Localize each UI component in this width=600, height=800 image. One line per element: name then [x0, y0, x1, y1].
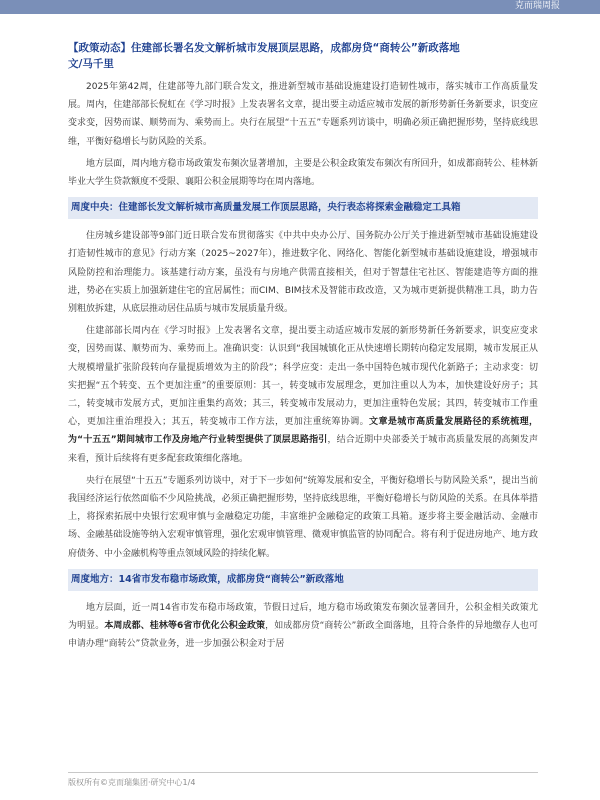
- intro-paragraph-2: 地方层面，周内地方稳市场政策发布频次显著增加，主要是公积金政策发布频次有所回升，如成都商转公、桂林新毕业大学生贷款额度不受限、襄阳公积金展期等均在周内落地。: [68, 158, 538, 188]
- intro-paragraph-1: 2025年第42周，住建部等九部门联合发文，推进新型城市基础设施建设打造韧性城市，落实城市工作高质量发展。周内，住建部部长倪虹在《学习时报》上发表署名文章，提出要主动适应城市发展的新形势新任务新要求，识变应变求变，因势而谋、顺势而为、乘势而上。央行在展望“十五五”专题系列访谈中，明确必须正确把握形势，坚持底线思维，平衡好稳增长与防风险的关系。: [68, 82, 538, 147]
- central-paragraph-2-tail: ，结合近期中央部委关于城市高质量发展的高频发声来看，预计后续将有更多配套政策细化落地。: [68, 435, 538, 464]
- article-title: 【政策动态】住建部长署名发文解析城市发展顶层思路，成都房贷“商转公”新政落地: [68, 42, 460, 54]
- section-heading-central: 周度中央：住建部长发文解析城市高质量发展工作顶层思路，央行表态将探索金融稳定工具箱: [68, 197, 538, 219]
- footer-divider: [68, 772, 538, 773]
- section-heading-local: 周度地方：14省市发布稳市场政策，成都房贷“商转公”新政落地: [68, 569, 538, 591]
- local-paragraph-1-text: 地方层面，近一周14省市发布稳市场政策，节假日过后，地方稳市场政策发布频次显著回升，公积金相关政策尤为明显。: [68, 602, 538, 632]
- local-paragraph-1-tail: ，如成都房贷“商转公”新政全面落地，且符合条件的异地缴存人也可申请办理“商转公”贷款业务，进一步加强公积金对于居: [68, 621, 539, 650]
- article-body: [68, 40, 538, 657]
- header-brand: 克而瑞周报: [514, 1, 560, 11]
- central-paragraph-2-highlight: 文章是城市高质量发展路径的系统梳理，为“十五五”期间城市工作及房地产行业转型提供了顶层思路指引: [68, 417, 538, 446]
- header-bar: [0, 0, 600, 14]
- footer-copyright: 版权所有©克而瑞集团·研究中心1/4: [68, 778, 196, 787]
- local-paragraph-1-highlight: 本周成都、桂林等6省市优化公积金政策: [104, 621, 266, 632]
- central-paragraph-2-text: 住建部部长周内在《学习时报》上发表署名文章，提出要主动适应城市发展的新形势新任务新要求，识变应变求变，因势而谋、顺势而为、乘势而上。准确识变：认识到“我国城镇化正从快速增长期转向稳定发展期，城市发展正从大规模增量扩张阶段转向存量提质增效为主的阶段”；科学应变：走出一条中国特色城市现代化新路子；主动求变：切实把握“五个转变、五个更加注重”的重要原则：其一，转变城市发展理念，更加注重以人为本，加快建设好房子；其二，转变城市发展方式，更加注重集约高效；其三，转变城市发展动力，更加注重特色发展；其四，转变城市工作重心，更加注重治理投入；其五，转变城市工作方法，更加注重统筹协调。: [68, 326, 538, 428]
- article-author: 文/马千里: [68, 58, 114, 70]
- central-paragraph-3: 央行在展望“十五五”专题系列访谈中，对于下一步如何“统筹发展和安全，平衡好稳增长与防风险关系”，提出当前我国经济运行依然面临不少风险挑战，必须正确把握形势，坚持底线思维，平衡好稳增长与防风险的关系。在具体举措上，将探索拓展中央银行宏观审慎与金融稳定功能，丰富维护金融稳定的政策工具箱。逐步将主要金融活动、金融市场、金融基础设施等纳入宏观审慎管理，强化宏观审慎管理、微观审慎监管的协同配合。将有利于促进房地产、地方政府债务、中小金融机构等重点领域风险的持续化解。: [68, 475, 538, 559]
- central-paragraph-2: [68, 322, 538, 468]
- local-paragraph-1: [68, 599, 538, 654]
- central-paragraph-1: 住房城乡建设部等9部门近日联合发布贯彻落实《中共中央办公厅、国务院办公厅关于推进新型城市基础设施建设打造韧性城市的意见》行动方案（2025~2027年），推进数字化、网络化、智能化新型城市基础设施建设，增强城市风险防控和治理能力。该基建行动方案，虽没有与房地产供需直接相关，但对于智慧住宅社区、智能建造等方面的推进，势必在实质上加强新建住宅的宜居属性；而CIM、BIM技术及智能市政改造，又为城市更新提供精准工具，助力告别粗放拆建，从底层推动居住品质与城市发展质量升级。: [68, 231, 538, 315]
